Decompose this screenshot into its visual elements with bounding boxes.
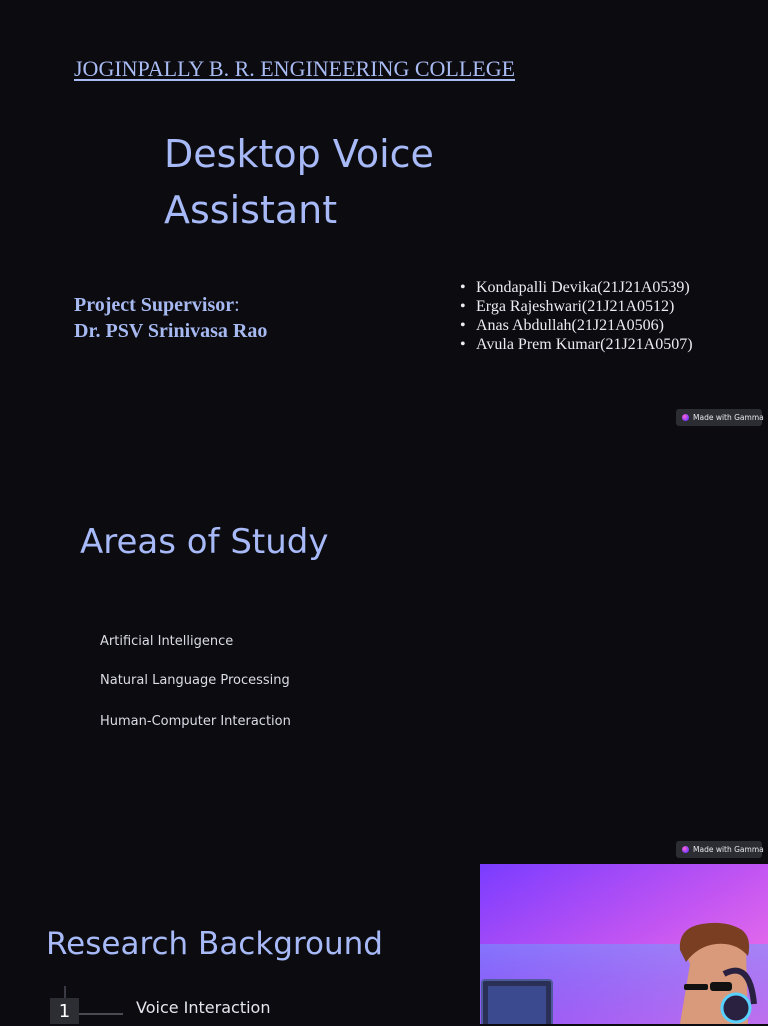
- step-label: Voice Interaction: [136, 998, 271, 1017]
- timeline-connector: [79, 1013, 123, 1015]
- badge-label: Made with Gamma: [693, 845, 764, 854]
- college-name: JOGINPALLY B. R. ENGINEERING COLLEGE: [74, 56, 516, 81]
- made-with-gamma-badge[interactable]: [676, 409, 762, 426]
- team-member: • Anas Abdullah(21J21A0506): [460, 316, 693, 335]
- team-member: • Kondapalli Devika(21J21A0539): [460, 278, 693, 297]
- gamma-logo-icon: [682, 414, 689, 421]
- supervisor-label: Project Supervisor: [74, 294, 235, 316]
- made-with-gamma-badge[interactable]: [676, 841, 762, 858]
- area-item: Human-Computer Interaction: [100, 714, 291, 729]
- team-member: • Avula Prem Kumar(21J21A0507): [460, 335, 693, 354]
- research-background-title: Research Background: [46, 926, 383, 962]
- supervisor-colon: :: [234, 294, 240, 316]
- supervisor-block: [74, 292, 267, 344]
- team-member: • Erga Rajeshwari(21J21A0512): [460, 297, 693, 316]
- badge-label: Made with Gamma: [693, 413, 764, 422]
- title-line-2: Assistant: [164, 188, 338, 232]
- team-member-list: [460, 278, 693, 354]
- presentation-title: [164, 126, 524, 238]
- step-number-badge: 1: [50, 998, 79, 1024]
- areas-of-study-title: Areas of Study: [80, 522, 329, 562]
- supervisor-name: Dr. PSV Srinivasa Rao: [74, 320, 268, 342]
- hero-image: [480, 864, 768, 1024]
- title-line-1: Desktop Voice: [164, 132, 434, 176]
- gamma-logo-icon: [682, 846, 689, 853]
- area-item: Natural Language Processing: [100, 673, 290, 688]
- area-item: Artificial Intelligence: [100, 634, 234, 649]
